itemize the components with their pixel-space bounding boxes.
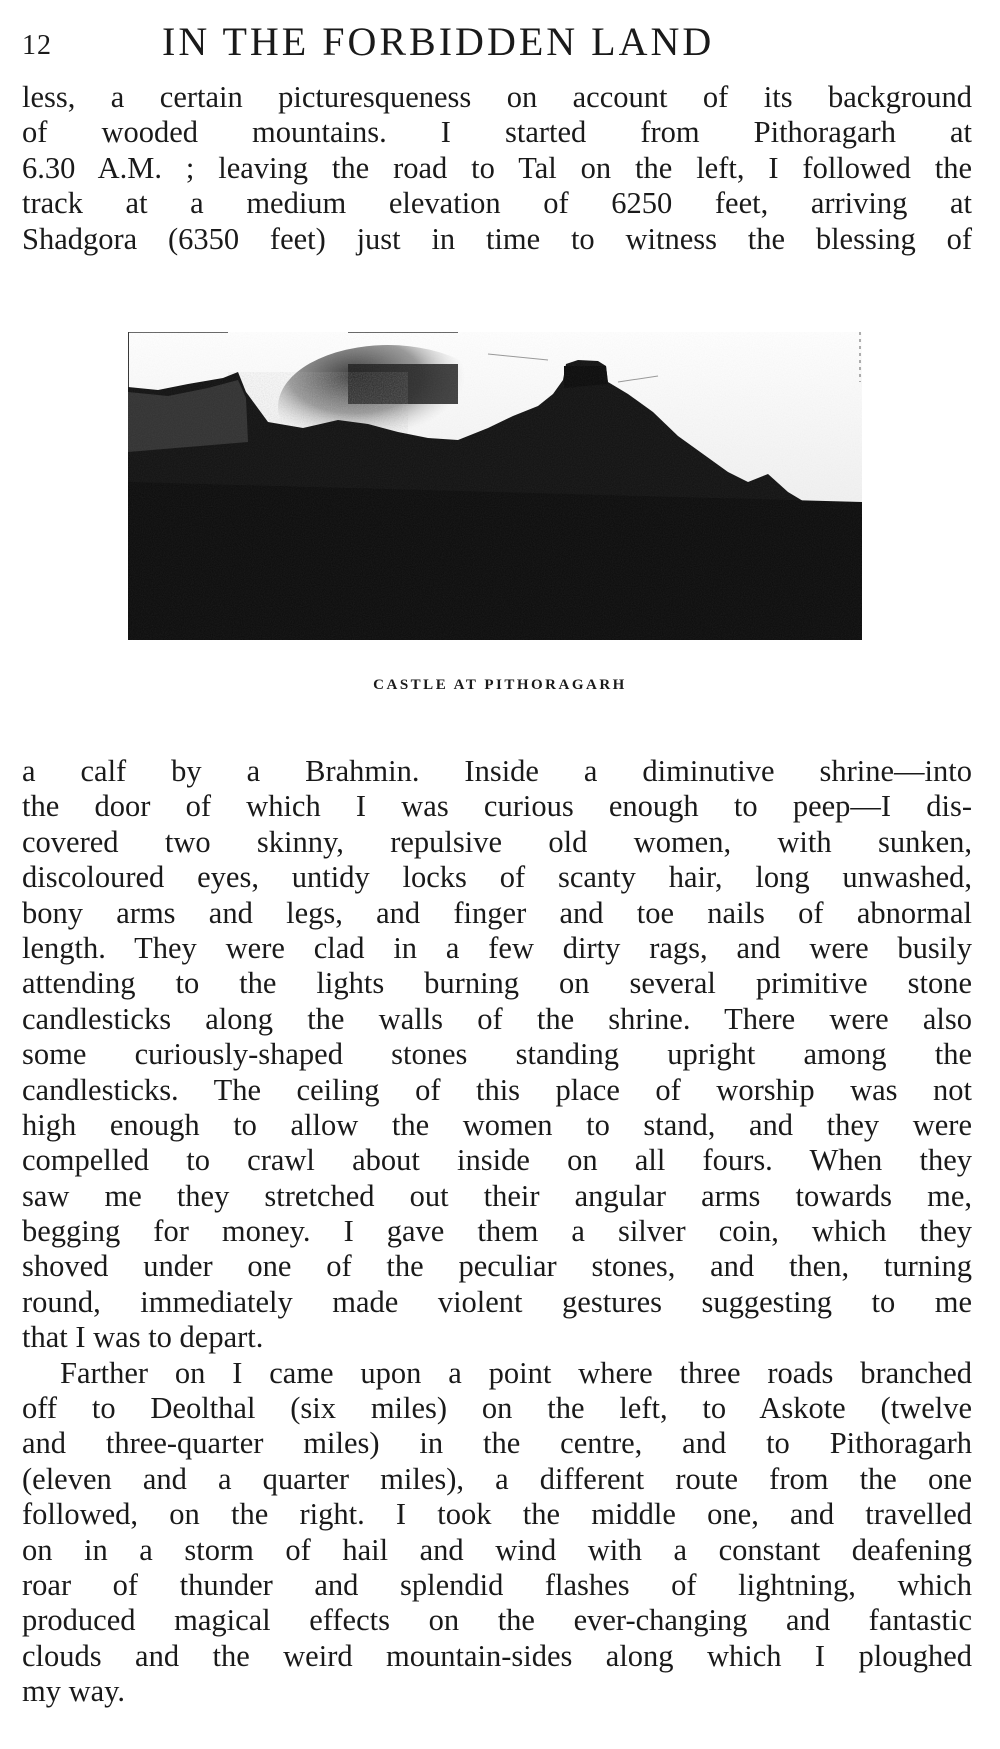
text-line: on in a storm of hail and wind with a constant deafening bbox=[22, 1532, 972, 1567]
text-line: candlesticks along the walls of the shrine. There were also bbox=[22, 1001, 972, 1036]
text-line: candlesticks. The ceiling of this place of worship was not bbox=[22, 1072, 972, 1107]
text-line: roar of thunder and splendid flashes of lightning, which bbox=[22, 1567, 972, 1602]
text-line: shoved under one of the peculiar stones, and then, turning bbox=[22, 1249, 972, 1284]
text-line: a calf by a Brahmin. Inside a diminutive shrine—into bbox=[22, 754, 972, 788]
text-line: Shadgora (6350 feet) just in time to witness the blessing of bbox=[22, 221, 972, 256]
text-line: my way. bbox=[22, 1674, 126, 1709]
text-line: discoloured eyes, untidy locks of scanty hair, long unwashed, bbox=[22, 860, 972, 895]
castle-photograph bbox=[128, 332, 862, 640]
text-line: round, immediately made violent gestures suggesting to me bbox=[22, 1284, 972, 1319]
text-line: high enough to allow the women to stand, and they were bbox=[22, 1107, 972, 1142]
text-line: 6.30 A.M. ; leaving the road to Tal on the left, I followed the bbox=[22, 150, 972, 185]
text-line: track at a medium elevation of 6250 feet, arriving at bbox=[22, 186, 972, 221]
text-line: some curiously-shaped stones standing upright among the bbox=[22, 1037, 972, 1072]
text-line: Farther on I came upon a point where three roads branched bbox=[60, 1355, 972, 1390]
text-line: off to Deolthal (six miles) on the left, to Askote (twelve bbox=[22, 1391, 972, 1426]
text-line: the door of which I was curious enough to peep—I dis- bbox=[22, 789, 972, 824]
text-line: less, a certain picturesqueness on account of its background bbox=[22, 80, 972, 114]
text-line: (eleven and a quarter miles), a different route from the one bbox=[22, 1461, 972, 1496]
running-head bbox=[22, 18, 972, 62]
text-line: begging for money. I gave them a silver coin, which they bbox=[22, 1214, 972, 1249]
paragraph-main bbox=[22, 754, 972, 1710]
page-number: 12 bbox=[22, 30, 52, 61]
text-line: produced magical effects on the ever-changing and fantastic bbox=[22, 1603, 972, 1638]
text-line: bony arms and legs, and finger and toe nails of abnormal bbox=[22, 895, 972, 930]
book-title: IN THE FORBIDDEN LAND bbox=[162, 19, 715, 64]
text-line: compelled to crawl about inside on all fours. When they bbox=[22, 1143, 972, 1178]
text-line: and three-quarter miles) in the centre, and to Pithoragarh bbox=[22, 1426, 972, 1461]
text-line: of wooded mountains. I started from Pithoragarh at bbox=[22, 115, 972, 150]
figure-caption: CASTLE AT PITHORAGARH bbox=[373, 677, 627, 693]
text-line: length. They were clad in a few dirty rags, and were busily bbox=[22, 930, 972, 965]
text-line: followed, on the right. I took the middle one, and travelled bbox=[22, 1497, 972, 1532]
text-line: saw me they stretched out their angular arms towards me, bbox=[22, 1178, 972, 1213]
text-line: attending to the lights burning on several primitive stone bbox=[22, 966, 972, 1001]
text-line: that I was to depart. bbox=[22, 1320, 264, 1355]
paragraph-opening bbox=[22, 80, 972, 257]
text-line: covered two skinny, repulsive old women, with sunken, bbox=[22, 824, 972, 859]
text-line: clouds and the weird mountain-sides along which I ploughed bbox=[22, 1638, 972, 1673]
